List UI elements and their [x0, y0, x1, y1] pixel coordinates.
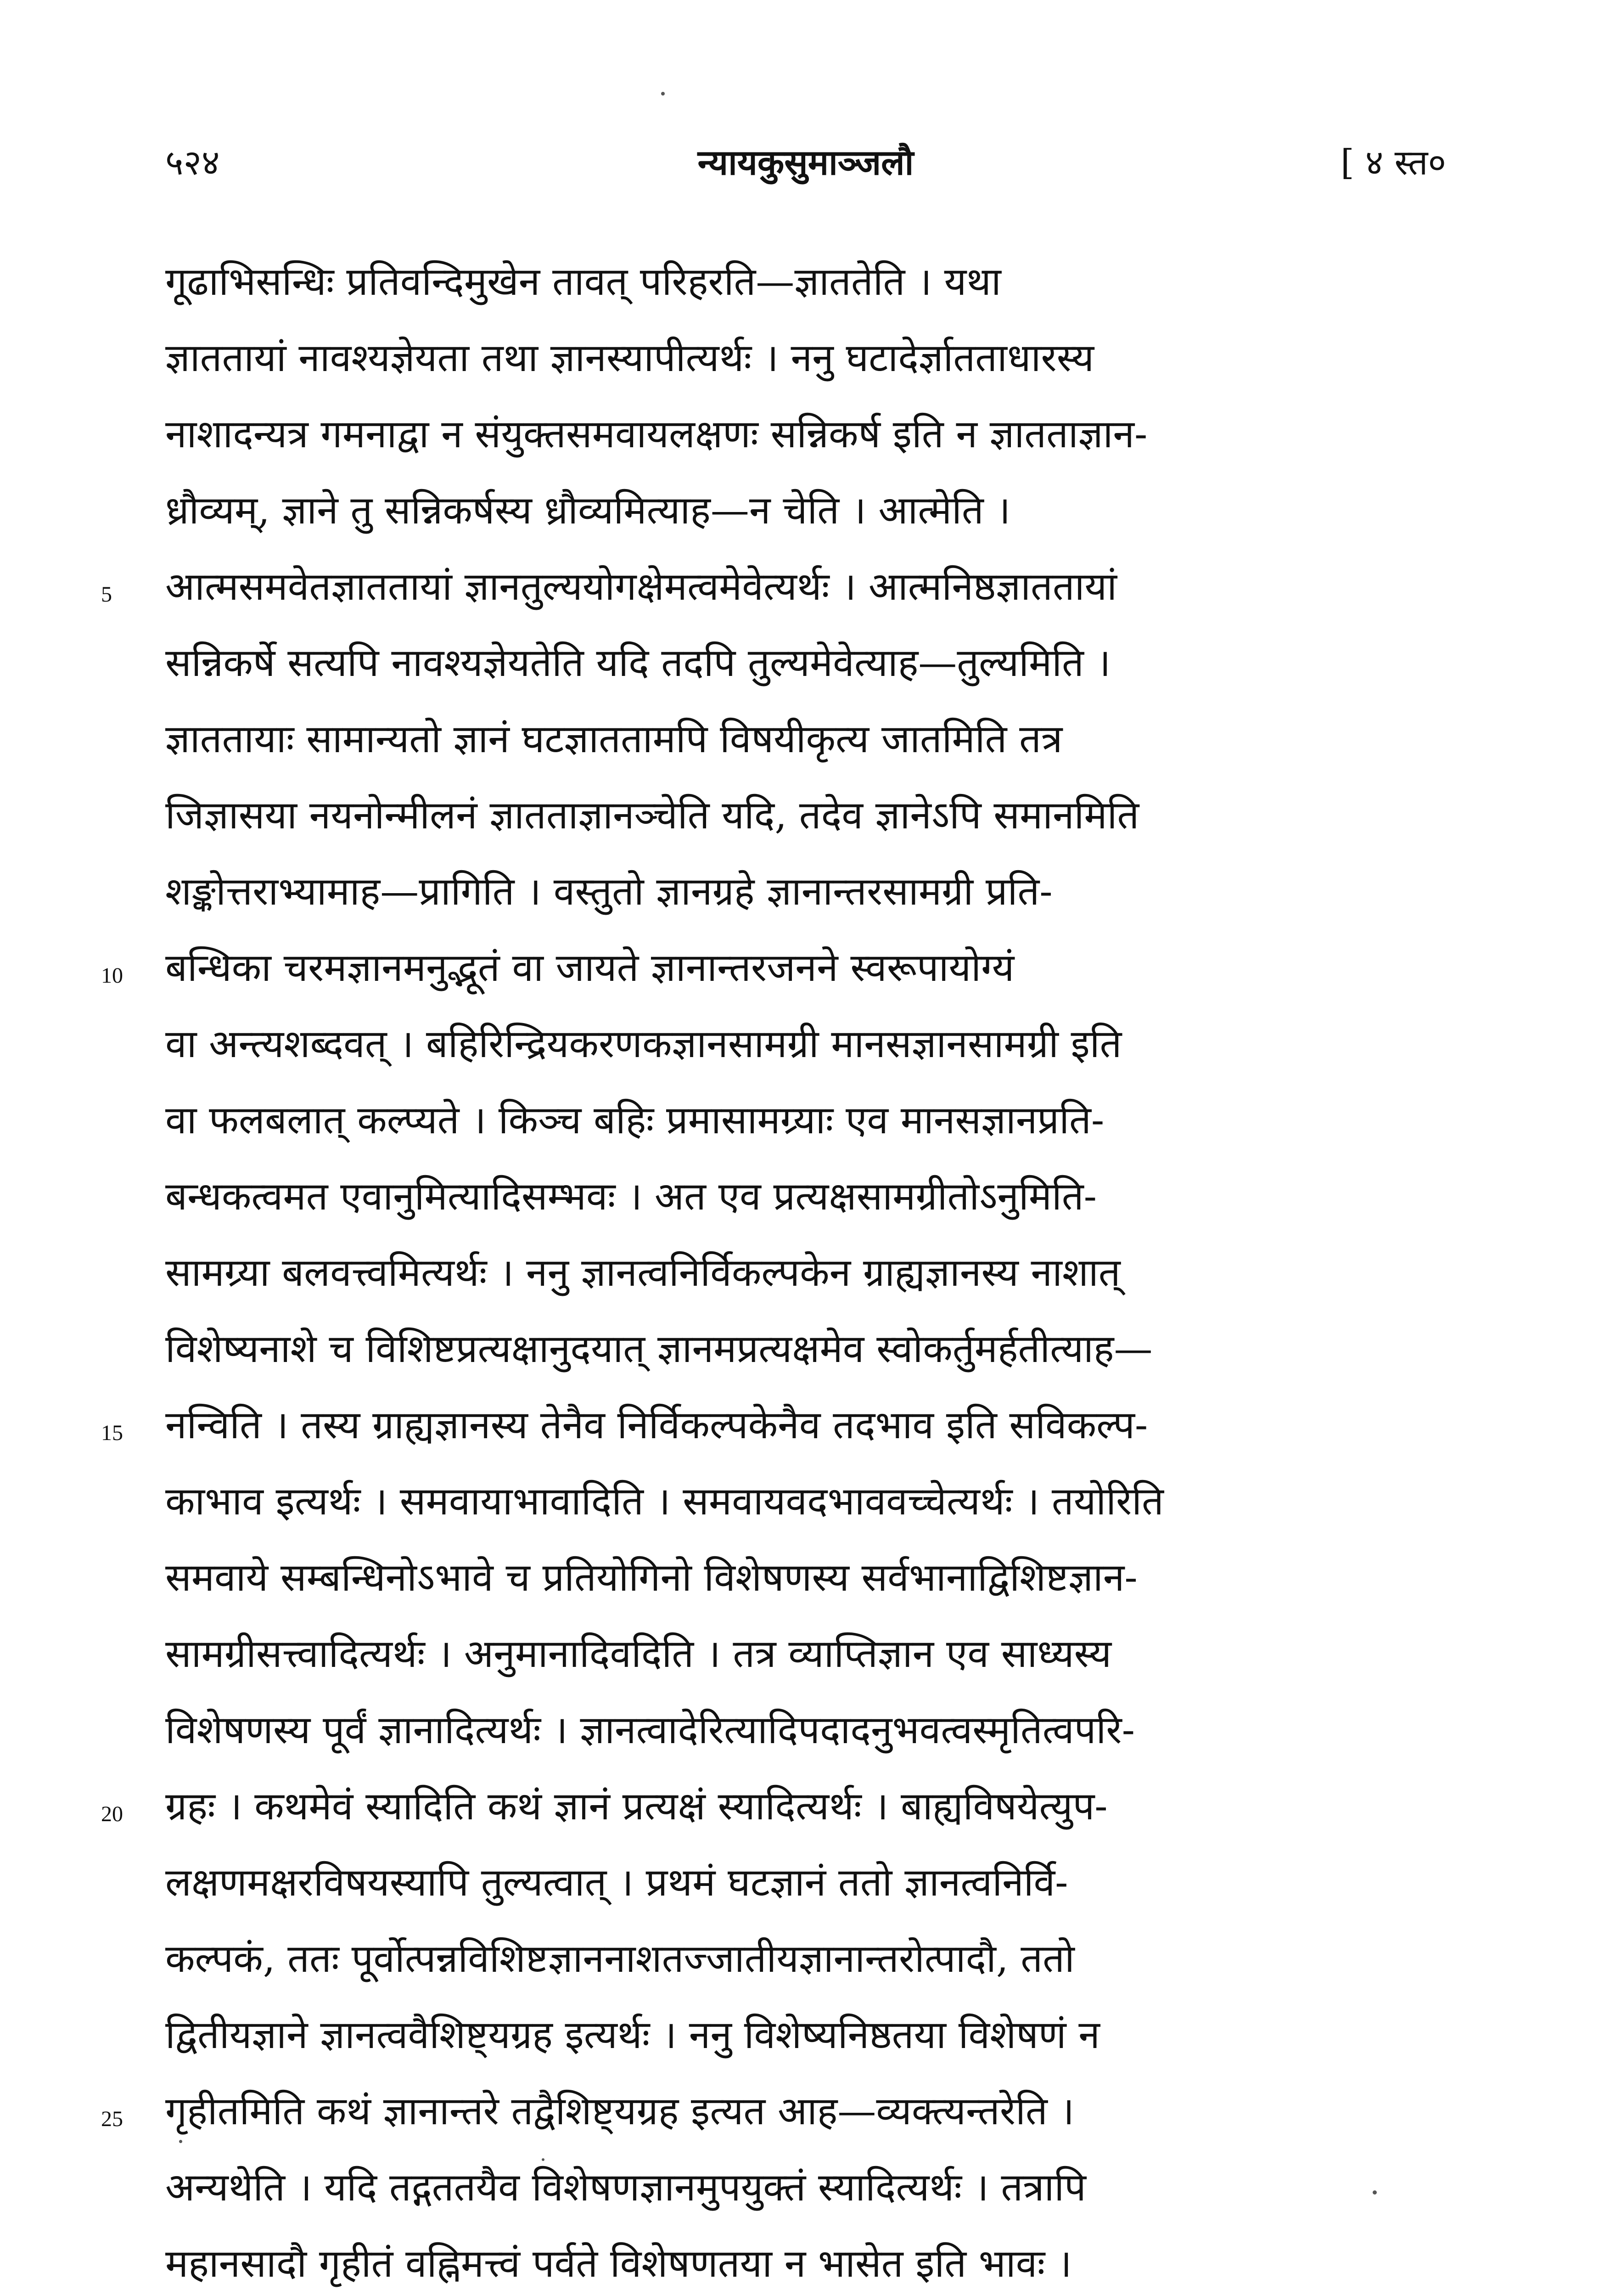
text-line: लक्षणमक्षरविषयस्यापि तुल्यत्वात् । प्रथमं घटज्ञानं ततो ज्ञानत्वनिर्वि-: [165, 1860, 1068, 1905]
line-number: 15: [101, 1421, 123, 1445]
text-line: विशेष्यनाशे च विशिष्टप्रत्यक्षानुदयात् ज्ञानमप्रत्यक्षमेव स्वोकर्तुमर्हतीत्याह—: [165, 1326, 1153, 1371]
text-line: विशेषणस्य पूर्वं ज्ञानादित्यर्थः । ज्ञानत्वादेरित्यादिपदादनुभवत्वस्मृतित्वपरि-: [165, 1707, 1135, 1752]
commentary-text: [101, 243, 1446, 2296]
page-number: ५२४: [165, 142, 220, 183]
text-line: सामग्र्या बलवत्त्वमित्यर्थः । ननु ज्ञानत्वनिर्विकल्पकेन ग्राह्यज्ञानस्य नाशात्: [165, 1250, 1121, 1295]
text-line: 25 गृहीतमिति कथं ज्ञानान्तरे तद्वैशिष्ट्यग्रह इत्यत आह—व्यक्त्यन्तरेति ।: [165, 2073, 1446, 2149]
text-line: वा फलबलात् कल्प्यते । किञ्च बहिः प्रमासामग्र्याः एव मानसज्ञानप्रति-: [165, 1097, 1105, 1142]
text-line: गूढाभिसन्धिः प्रतिवन्दिमुखेन तावत् परिहरति—ज्ञाततेति । यथा: [165, 259, 1001, 304]
text-line: अन्यथेति । यदि तद्गततयैव विशेषणज्ञानमुपयुक्तं स्यादित्यर्थः । तत्रापि: [165, 2165, 1086, 2210]
text-line: 15 नन्विति । तस्य ग्राह्यज्ञानस्य तेनैव निर्विकल्पकेनैव तदभाव इति सविकल्प-: [165, 1387, 1446, 1463]
print-speck: [542, 2158, 544, 2161]
print-speck: [179, 2140, 182, 2143]
text-line: नाशादन्यत्र गमनाद्वा न संयुक्तसमवायलक्षणः सन्निकर्ष इति न ज्ञातताज्ञान-: [165, 411, 1148, 456]
text-line: कल्पकं, ततः पूर्वोत्पन्नविशिष्टज्ञाननाशतज्जातीयज्ञानान्तरोत्पादौ, ततो: [165, 1936, 1075, 1981]
text-line: 5 आत्मसमवेतज्ञाततायां ज्ञानतुल्ययोगक्षेमत्वमेवेत्यर्थः । आत्मनिष्ठज्ञाततायां: [165, 548, 1446, 625]
text-line: ज्ञाततायां नावश्यज्ञेयता तथा ज्ञानस्यापीत्यर्थः । ननु घटादेर्ज्ञातताधारस्य: [165, 335, 1094, 380]
running-title: न्यायकुसुमाञ्जलौ: [697, 142, 914, 183]
text-line: जिज्ञासया नयनोन्मीलनं ज्ञातताज्ञानञ्चेति यदि, तदेव ज्ञानेऽपि समानमिति: [165, 793, 1139, 838]
line-number: 20: [101, 1802, 123, 1826]
line-number: 25: [101, 2107, 123, 2131]
text-line: सन्निकर्षे सत्यपि नावश्यज्ञेयतेति यदि तदपि तुल्यमेवेत्याह—तुल्यमिति ।: [165, 640, 1111, 685]
text-line: समवाये सम्बन्धिनोऽभावे च प्रतियोगिनो विशेषणस्य सर्वभानाद्विशिष्टज्ञान-: [165, 1555, 1138, 1600]
text-line: द्वितीयज्ञाने ज्ञानत्ववैशिष्ट्यग्रह इत्यर्थः । ननु विशेष्यनिष्ठतया विशेषणं न: [165, 2012, 1100, 2057]
text-line: 20 ग्रहः । कथमेवं स्यादिति कथं ज्ञानं प्रत्यक्षं स्यादित्यर्थः । बाह्यविषयेत्युप-: [165, 1768, 1446, 1844]
text-line: ध्रौव्यम्, ज्ञाने तु सन्निकर्षस्य ध्रौव्यमित्याह—न चेति । आत्मेति ।: [165, 488, 1011, 533]
text-line: महानसादौ गृहीतं वह्निमत्त्वं पर्वते विशेषणतया न भासेत इति भावः ।: [165, 2241, 1072, 2286]
line-number: 10: [101, 963, 123, 988]
text-line: शङ्कोत्तराभ्यामाह—प्रागिति । वस्तुतो ज्ञानग्रहे ज्ञानान्तरसामग्री प्रति-: [165, 869, 1053, 914]
text-line: सामग्रीसत्त्वादित्यर्थः । अनुमानादिवदिति । तत्र व्याप्तिज्ञान एव साध्यस्य: [165, 1631, 1112, 1676]
text-line: ज्ञाततायाः सामान्यतो ज्ञानं घटज्ञाततामपि विषयीकृत्य जातमिति तत्र: [165, 716, 1063, 761]
print-speck: [661, 92, 665, 96]
page-header: [165, 138, 1446, 193]
section-marker: [ ४ स्त०: [1341, 142, 1446, 183]
text-line: बन्धकत्वमत एवानुमित्यादिसम्भवः । अत एव प्रत्यक्षसामग्रीतोऽनुमिति-: [165, 1174, 1097, 1219]
text-line: वा अन्त्यशब्दवत् । बहिरिन्द्रियकरणकज्ञानसामग्री मानसज्ञानसामग्री इति: [165, 1021, 1122, 1066]
text-line: 10 बन्धिका चरमज्ञानमनुद्भूतं वा जायते ज्ञानान्तरजनने स्वरूपायोग्यं: [165, 929, 1446, 1006]
text-line: काभाव इत्यर्थः । समवायाभावादिति । समवायवदभाववच्चेत्यर्थः । तयोरिति: [165, 1479, 1164, 1524]
print-speck: [1373, 2190, 1377, 2195]
line-number: 5: [101, 582, 112, 607]
